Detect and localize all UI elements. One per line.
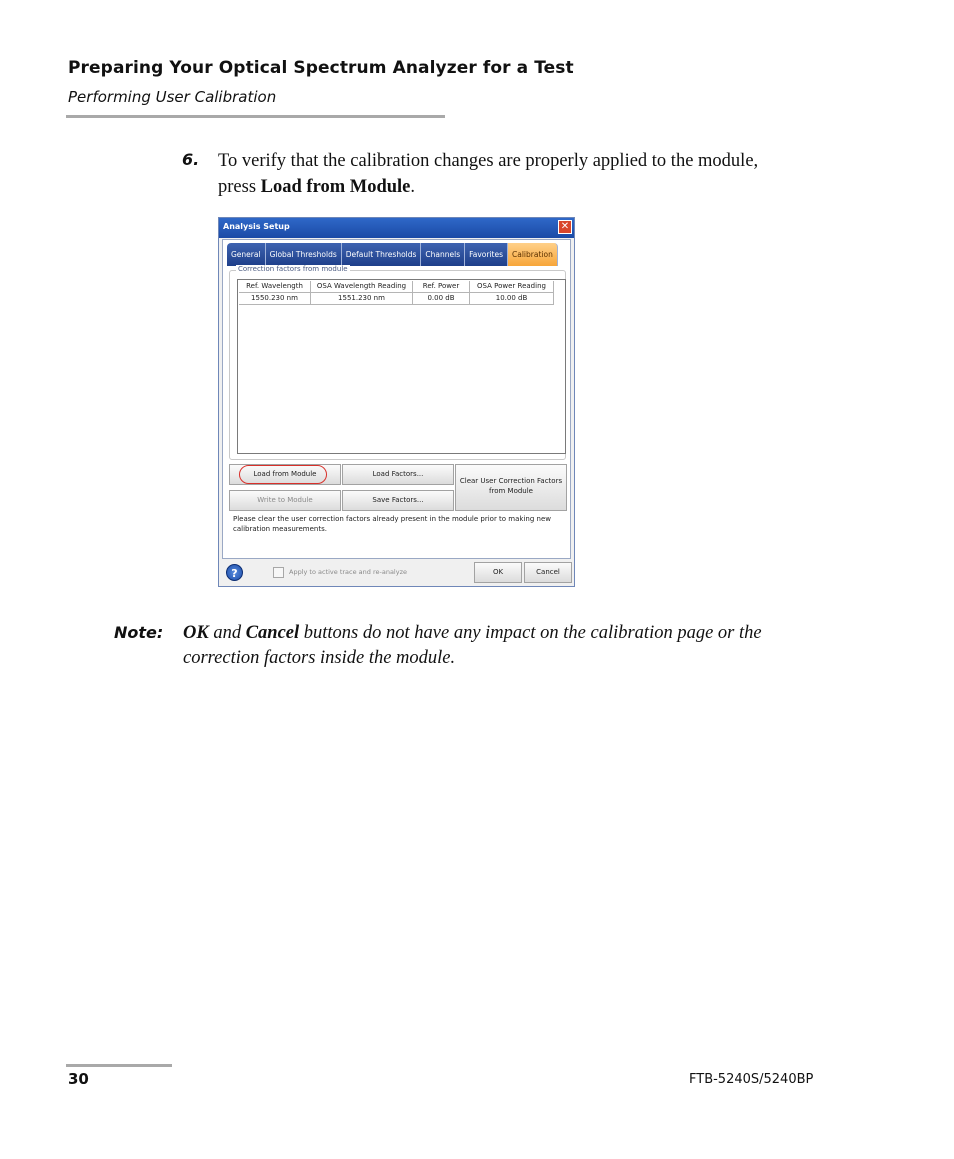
step-text-end: .: [410, 177, 415, 197]
page-number: 30: [68, 1070, 89, 1088]
column-header[interactable]: Ref. Power: [413, 281, 470, 293]
step-text: [218, 148, 778, 200]
table-cell: 1550.230 nm: [239, 293, 311, 305]
table-cell: 10.00 dB: [470, 293, 554, 305]
dialog-title: Analysis Setup: [223, 222, 290, 231]
clear-user-correction-factors-button[interactable]: Clear User Correction Factors from Module: [455, 464, 567, 511]
step-text-bold: Load from Module: [260, 177, 411, 197]
note-text: [183, 621, 823, 671]
load-factors-button[interactable]: Load Factors...: [342, 464, 454, 485]
note-rest: buttons do not have any impact on the calibration page or the correction factors inside the module.: [183, 623, 762, 668]
table-cell: 1551.230 nm: [311, 293, 413, 305]
ok-button[interactable]: OK: [474, 562, 522, 583]
save-factors-button[interactable]: Save Factors...: [342, 490, 454, 511]
note-label: Note:: [114, 623, 164, 642]
tab-general[interactable]: General: [227, 243, 266, 266]
header-rule: [66, 115, 445, 118]
tab-calibration[interactable]: Calibration: [508, 243, 558, 266]
dialog-body: [222, 239, 571, 559]
column-header[interactable]: OSA Wavelength Reading: [311, 281, 413, 293]
apply-checkbox-label: Apply to active trace and re-analyze: [289, 568, 407, 576]
apply-checkbox[interactable]: [273, 567, 284, 578]
table-header: [239, 281, 554, 293]
close-icon[interactable]: ✕: [558, 220, 572, 234]
table-row[interactable]: [239, 293, 554, 305]
tab-global-thresholds[interactable]: Global Thresholds: [266, 243, 342, 266]
cancel-button[interactable]: Cancel: [524, 562, 572, 583]
note-and: and: [208, 623, 246, 643]
document-id: FTB-5240S/5240BP: [689, 1072, 814, 1087]
column-header[interactable]: Ref. Wavelength: [239, 281, 311, 293]
tab-default-thresholds[interactable]: Default Thresholds: [342, 243, 422, 266]
dialog-titlebar: [219, 218, 574, 238]
analysis-setup-dialog: [218, 217, 575, 587]
group-label: Correction factors from module: [238, 265, 348, 273]
footer-rule: [66, 1064, 172, 1067]
note-cancel: Cancel: [245, 623, 300, 643]
load-from-module-label: Load from Module: [253, 470, 317, 478]
help-icon[interactable]: ?: [226, 564, 243, 581]
section-title: Preparing Your Optical Spectrum Analyzer for a Test: [68, 58, 574, 78]
write-to-module-button[interactable]: Write to Module: [229, 490, 341, 511]
tab-bar: [227, 243, 558, 266]
note-ok: OK: [183, 623, 209, 643]
load-from-module-button[interactable]: [229, 464, 341, 485]
step-text-start: To verify that the calibration changes are properly applied to the module, press: [218, 151, 759, 197]
tab-channels[interactable]: Channels: [421, 243, 465, 266]
section-subtitle: Performing User Calibration: [68, 88, 277, 106]
tab-favorites[interactable]: Favorites: [465, 243, 508, 266]
correction-factors-group: [229, 265, 566, 460]
calibration-message: Please clear the user correction factors already present in the module prior to making new calibration measurements.: [233, 515, 551, 533]
table-cell: 0.00 dB: [413, 293, 470, 305]
correction-factors-table: [237, 279, 566, 454]
blank-field: [249, 538, 277, 552]
column-header[interactable]: OSA Power Reading: [470, 281, 554, 293]
step-number: 6.: [182, 150, 200, 169]
